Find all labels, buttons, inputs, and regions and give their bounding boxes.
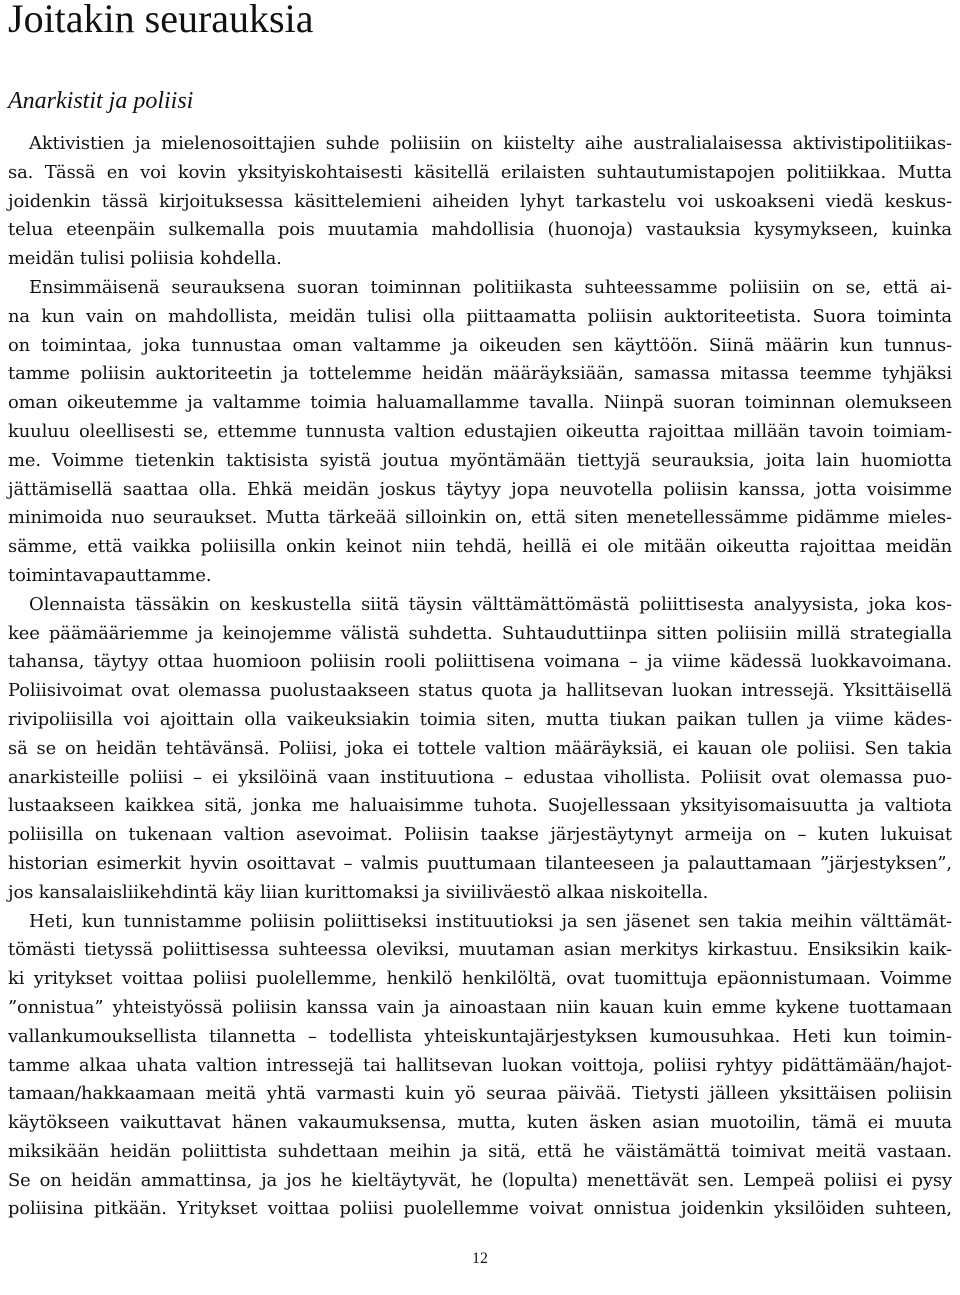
- text-line: Ensimmäisenä seurauksena suoran toiminnan politiikasta suhteessamme poliisiin on se, että ai-: [29, 276, 952, 298]
- text-line: ki yritykset voittaa poliisi puolellemme, henkilö henkilöltä, ovat tuomittuja epäonnistumaan. Voimme: [8, 968, 952, 990]
- text-line: käytökseen vaikuttavat hänen vakaumuksensa, mutta, kuten äsken asian muotoilin, tämä ei muuta: [8, 1112, 952, 1134]
- body-text: [8, 130, 952, 1224]
- text-line: toimintavapauttamme.: [8, 564, 212, 586]
- text-line: tamme alkaa uhata valtion intressejä tai hallitsevan luokan voittoja, poliisi ryhtyy pidättämään/hajot-: [8, 1054, 952, 1076]
- section-heading: Anarkistit ja poliisi: [8, 88, 194, 114]
- text-line: poliisina pitkään. Yritykset voittaa poliisi puolellemme voivat onnistua joidenkin yksilöiden suhteen,: [8, 1198, 952, 1220]
- text-line: lustaakseen kaikkea sitä, jonka me haluaisimme tuhota. Suojellessaan yksityisomaisuutta ja valtiota: [8, 795, 952, 817]
- text-line: rivipoliisilla voi ajoittain olla vaikeuksiakin toimia siten, mutta tiukan paikan tullen ja viime kädes-: [8, 708, 952, 730]
- text-line: miksikään heidän poliittista suhdettaan meihin ja sitä, että he väistämättä toimivat meitä vastaan.: [8, 1140, 952, 1162]
- text-line: kuuluu oleellisesti se, ettemme tunnusta valtion edustajien oikeutta rajoittaa millään tavoin toimiam-: [8, 420, 952, 442]
- text-line: na kun vain on mahdollista, meidän tulisi olla piittaamatta poliisin auktoriteetista. Suora toiminta: [8, 305, 952, 327]
- text-line: me. Voimme tietenkin taktisista syistä joutua myöntämään tiettyjä seurauksia, joita lain huomiotta: [8, 449, 952, 471]
- text-line: anarkisteille poliisi – ei yksilöinä vaan instituutiona – edustaa vihollista. Poliisit ovat olemassa puo-: [8, 766, 952, 788]
- text-line: tamme poliisin auktoriteetin ja tottelemme heidän määräyksiään, samassa mitassa teemme tyhjäksi: [8, 363, 952, 385]
- text-line: Aktivistien ja mielenosoittajien suhde poliisiin on kiistelty aihe australialaisessa aktivistipolitiikas-: [29, 133, 952, 154]
- text-line: Heti, kun tunnistamme poliisin poliittiseksi instituutioksi ja sen jäsenet sen takia meihin välttämät-: [29, 910, 952, 932]
- text-line: sä se on heidän tehtävänsä. Poliisi, joka ei tottele valtion määräyksiä, ei kauan ole poliisi. Sen takia: [8, 737, 952, 759]
- text-line: oman oikeutemme ja valtamme toimia haluamallamme tavalla. Niinpä suoran toiminnan olemukseen: [8, 392, 952, 414]
- text-line: historian esimerkit hyvin osoittavat – valmis puuttumaan tilanteeseen ja palauttamaan ”järjestyksen”,: [8, 852, 952, 874]
- text-line: jättämisellä saattaa olla. Ehkä meidän joskus täytyy jopa neuvotella poliisin kanssa, jotta voisimme: [8, 478, 952, 500]
- text-line: kee päämääriemme ja keinojemme välistä suhdetta. Suhtauduttiinpa sitten poliisiin millä strategialla: [8, 622, 952, 644]
- text-line: tahansa, täytyy ottaa huomioon poliisin rooli poliittisena voimana – ja viime kädessä luokkavoimana.: [8, 651, 952, 673]
- text-line: jos kansalaisliikehdintä käy liian kurittomaksi ja siviiliväestö alkaa niskoitella.: [8, 881, 709, 903]
- text-line: sa. Tässä en voi kovin yksityiskohtaisesti käsitellä erilaisten suhtautumistapojen politiikkaa. Mutta: [8, 161, 952, 183]
- text-line: joidenkin tässä kirjoituksessa käsittelemieni aiheiden lyhyt tarkastelu voi uskoakseni viedä keskus-: [8, 190, 952, 212]
- text-line: tamaan/hakkaamaan meitä yhtä varmasti kuin yö seuraa päivää. Tietysti jälleen yksittäisen poliisin: [8, 1083, 952, 1105]
- text-line: tömästi tietyssä poliittisessa suhteessa oleviksi, muutaman asian merkitys kirkastuu. Ensiksikin kaik-: [8, 939, 952, 961]
- text-line: vallankumouksellista tilannetta – todellista yhteiskuntajärjestyksen kumousuhkaa. Heti kun toimin-: [8, 1025, 952, 1047]
- text-line: Poliisivoimat ovat olemassa puolustaakseen status quota ja hallitsevan luokan intressejä. Yksittäisellä: [8, 680, 952, 702]
- text-line: on toimintaa, joka tunnustaa oman valtamme ja oikeuden sen käyttöön. Siinä määrin kun tunnus-: [8, 334, 952, 356]
- text-line: sämme, että vaikka poliisilla onkin keinot niin tehdä, heillä ei ole mitään oikeutta rajoittaa meidän: [8, 536, 952, 558]
- text-line: Se on heidän ammattinsa, ja jos he kieltäytyvät, he (lopulta) menettävät sen. Lempeä poliisi ei pysy: [8, 1169, 952, 1191]
- page-title: Joitakin seurauksia: [8, 0, 314, 41]
- text-line: minimoida nuo seuraukset. Mutta tärkeää silloinkin on, että siten menetellessämme pidämme mieles-: [8, 507, 952, 529]
- text-line: Olennaista tässäkin on keskustella siitä täysin välttämättömästä poliittisesta analyysista, joka kos-: [29, 593, 952, 615]
- text-line: meidän tulisi poliisia kohdella.: [8, 248, 282, 270]
- text-line: poliisilla on tukenaan valtion asevoimat. Poliisin taakse järjestäytynyt armeija on – kuten lukuisat: [8, 824, 952, 846]
- page-number: 12: [472, 1250, 488, 1267]
- text-line: telua eteenpäin sulkemalla pois muutamia mahdollisia (huonoja) vastauksia kysymykseen, kuinka: [8, 219, 952, 241]
- text-line: ”onnistua” yhteistyössä poliisin kanssa vain ja ainoastaan niin kauan kuin emme kykene tuottamaan: [8, 996, 952, 1018]
